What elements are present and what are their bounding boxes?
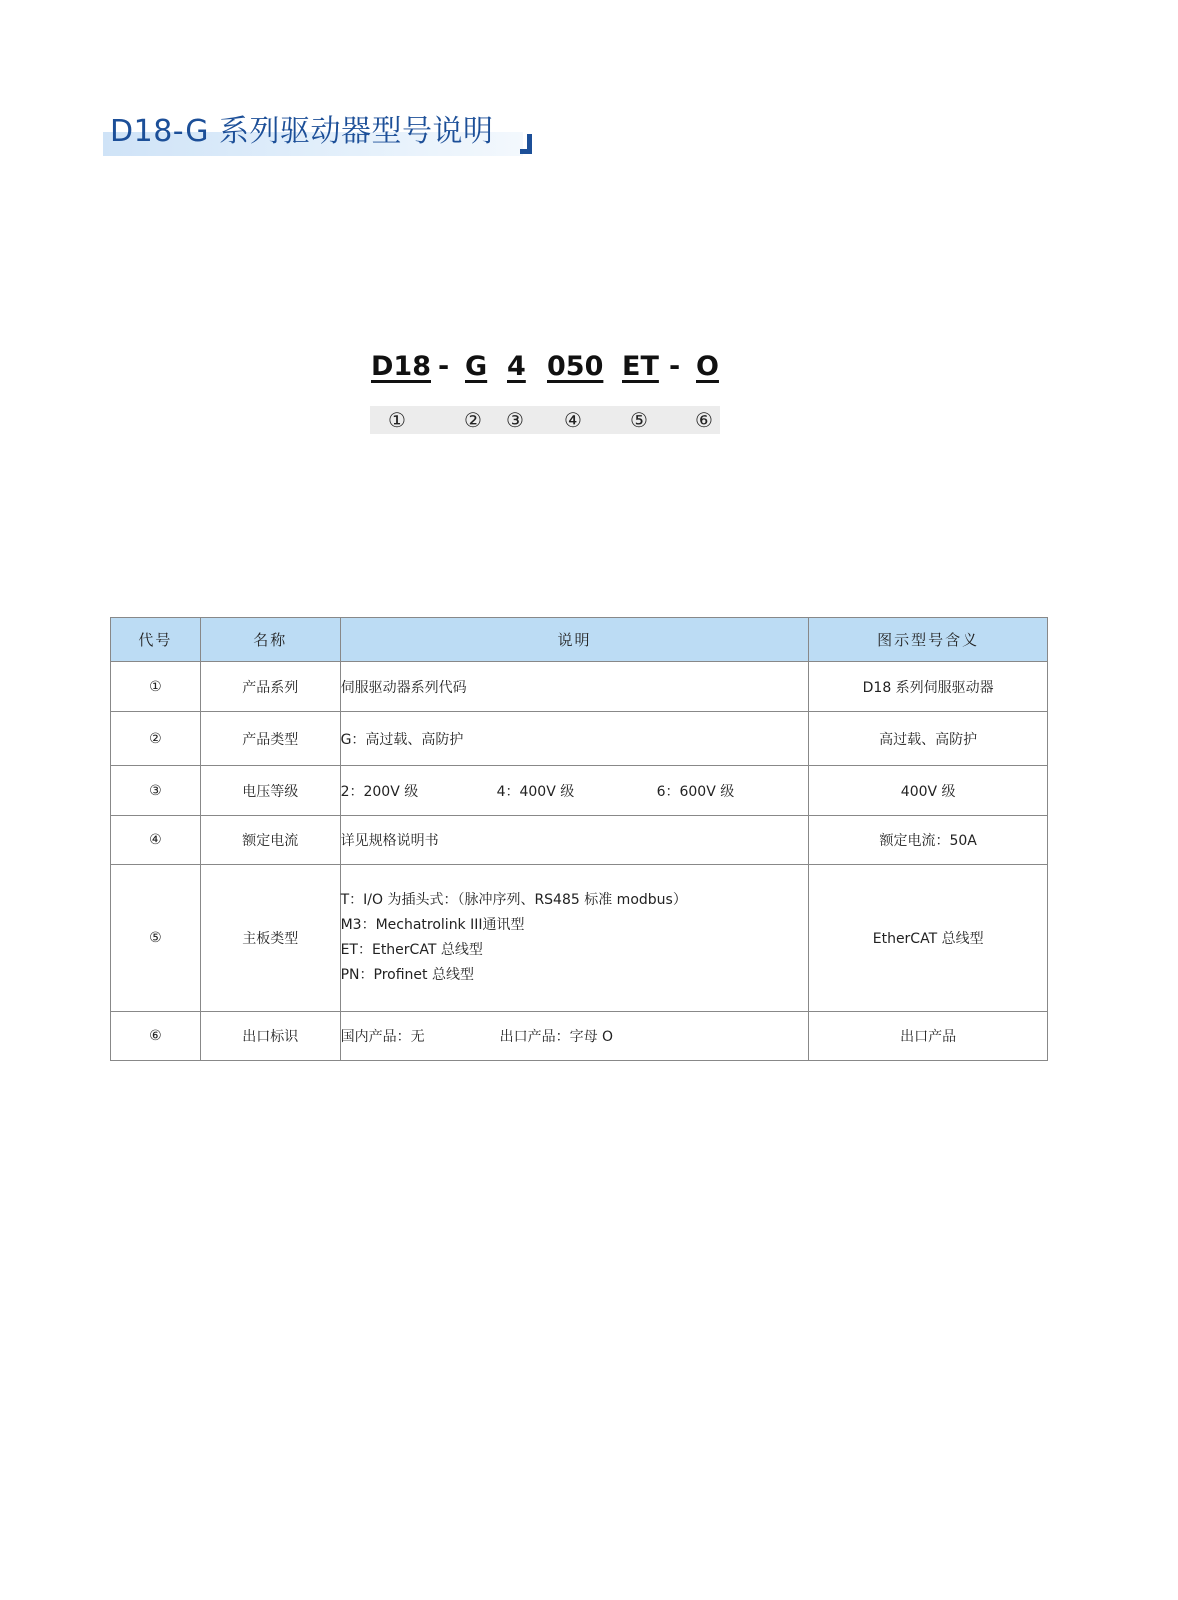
table-row (111, 816, 1048, 865)
board-option: M3：Mechatrolink III通讯型 (340, 917, 525, 933)
voltage-option: 4：400V 级 (496, 783, 575, 800)
code-part-voltage: 4 (507, 351, 526, 382)
marker-1: ① (388, 408, 406, 432)
row-name: 产品系列 (200, 662, 340, 712)
marker-5: ⑤ (630, 408, 648, 432)
row-code: ② (111, 712, 201, 766)
table-row (111, 766, 1048, 816)
marker-6: ⑥ (695, 408, 713, 432)
row-description (340, 1012, 809, 1061)
row-description: 详见规格说明书 (340, 816, 809, 865)
page-title: D18-G 系列驱动器型号说明 (110, 114, 494, 149)
export-option: 出口产品：字母 O (499, 1029, 614, 1045)
page-title-block (103, 110, 533, 160)
table-row (111, 865, 1048, 1012)
board-option: T：I/O 为插头式：（脉冲序列、RS485 标准 modbus） (340, 892, 687, 908)
table-header-row (111, 618, 1048, 662)
code-part-type: G (465, 351, 488, 382)
table-row (111, 1012, 1048, 1061)
export-option: 国内产品：无 (340, 1029, 425, 1045)
row-description: 伺服驱动器系列代码 (340, 662, 809, 712)
row-meaning: D18 系列伺服驱动器 (809, 662, 1048, 712)
row-meaning: 出口产品 (809, 1012, 1048, 1061)
header-code: 代号 (111, 618, 201, 662)
row-name: 出口标识 (200, 1012, 340, 1061)
code-part-dash-1: - (438, 351, 450, 382)
row-description (340, 865, 809, 1012)
title-corner-mark (520, 134, 532, 154)
row-code: ⑤ (111, 865, 201, 1012)
row-meaning: 400V 级 (809, 766, 1048, 816)
row-description: G：高过载、高防护 (340, 712, 809, 766)
code-part-export: O (696, 351, 719, 382)
row-name: 主板类型 (200, 865, 340, 1012)
row-name: 电压等级 (200, 766, 340, 816)
header-name: 名称 (200, 618, 340, 662)
marker-4: ④ (564, 408, 582, 432)
header-meaning: 图示型号含义 (809, 618, 1048, 662)
row-meaning: 额定电流：50A (809, 816, 1048, 865)
model-spec-table (110, 617, 1048, 1061)
marker-3: ③ (506, 408, 524, 432)
code-part-current: 050 (547, 351, 604, 382)
code-part-series: D18 (371, 351, 431, 382)
row-description (340, 766, 809, 816)
marker-band (370, 406, 720, 434)
code-part-dash-2: - (669, 351, 681, 382)
code-part-board: ET (622, 351, 659, 382)
row-name: 产品类型 (200, 712, 340, 766)
marker-2: ② (464, 408, 482, 432)
voltage-option: 2：200V 级 (340, 783, 419, 800)
board-option: ET：EtherCAT 总线型 (340, 942, 483, 958)
table-row (111, 662, 1048, 712)
row-code: ④ (111, 816, 201, 865)
row-meaning: EtherCAT 总线型 (809, 865, 1048, 1012)
header-description: 说明 (340, 618, 809, 662)
row-code: ⑥ (111, 1012, 201, 1061)
row-code: ① (111, 662, 201, 712)
row-name: 额定电流 (200, 816, 340, 865)
row-meaning: 高过载、高防护 (809, 712, 1048, 766)
table-row (111, 712, 1048, 766)
board-option: PN：Profinet 总线型 (340, 967, 474, 983)
row-code: ③ (111, 766, 201, 816)
voltage-option: 6：600V 级 (656, 783, 735, 800)
